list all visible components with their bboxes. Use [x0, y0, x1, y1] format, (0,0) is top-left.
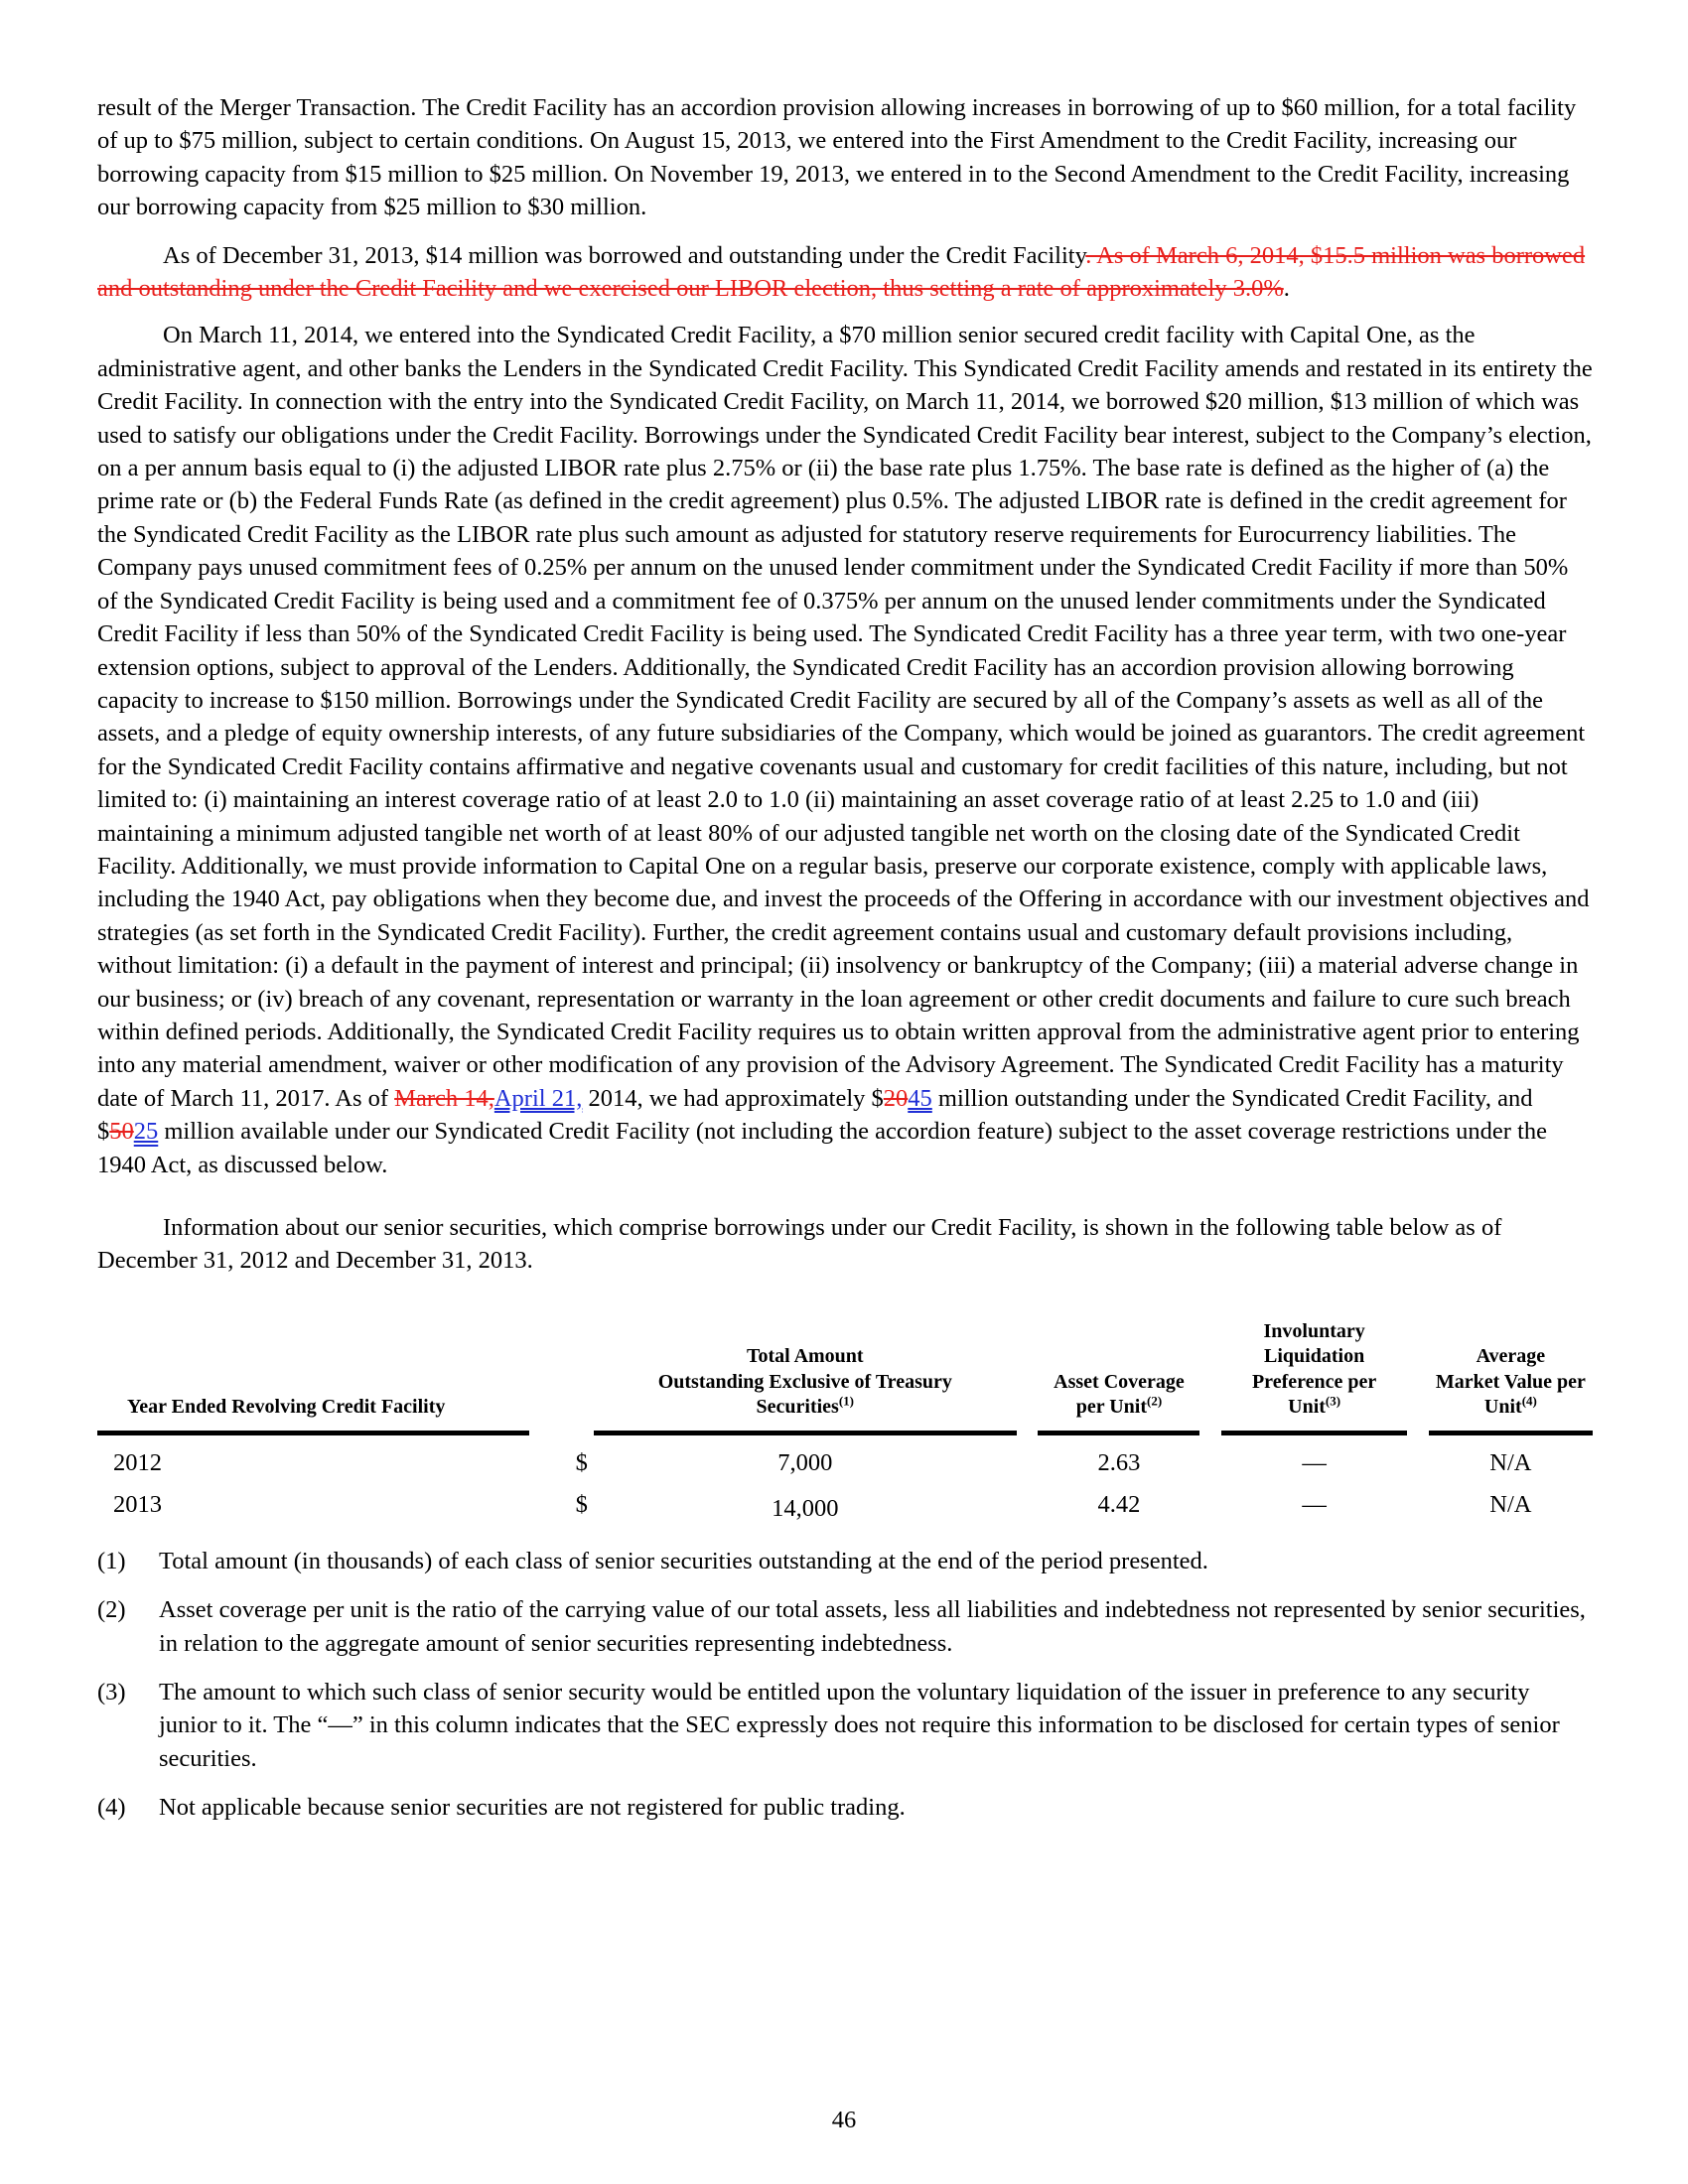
cell-market-value: N/A: [1489, 1448, 1532, 1476]
footnote-2: (2) Asset coverage per unit is the ratio of the carrying value of our total assets, less all liabilities and indebtedness not represented by senior securities, in relation to the aggregate amount of senior securities representing indebtedness.: [97, 1596, 1586, 1657]
header-year: Year Ended Revolving Credit Facility: [97, 1319, 529, 1435]
cell-coverage: 2.63: [1097, 1448, 1141, 1476]
header-liquidation-preference: Involuntary Liquidation Preference per Unit$^{(3)}$: [1221, 1319, 1407, 1435]
cell-year: 2012: [113, 1448, 162, 1476]
p3-t2: 2014, we had approximately $: [582, 1084, 884, 1112]
table-row: [97, 1435, 1593, 1477]
cell-preference: —: [1302, 1490, 1327, 1518]
cell-coverage: 4.42: [1097, 1490, 1141, 1518]
paragraph-merger-credit-facility: result of the Merger Transaction. The Credit Facility has an accordion provision allowing increases in borrowing of up to $60 million, for a total facility of up to $75 million, subject to certain conditions. On August 15, 2013, we entered into the First Amendment to the Credit Facility, increasing our borrowing capacity from $15 million to $25 million. On November 19, 2013, we entered in to the Second Amendment to the Credit Facility, increasing our borrowing capacity from $25 million to $30 million.: [97, 94, 1577, 221]
table-header-row: [97, 1319, 1593, 1435]
p3-inserted-amount1: 45: [908, 1084, 932, 1112]
header-asset-coverage: Asset Coverage per Unit$^{(2)}$: [1038, 1319, 1199, 1435]
cell-dollar: $: [575, 1490, 588, 1518]
p3-deleted-amount2: 50: [109, 1118, 134, 1146]
cell-dollar: $: [575, 1448, 588, 1476]
footnote-4: (4) Not applicable because senior securities are not registered for public trading.: [97, 1794, 906, 1822]
p2-end: .: [1283, 275, 1290, 303]
p3-inserted-date: April 21,: [493, 1084, 583, 1112]
footnote-1: (1) Total amount (in thousands) of each class of senior securities outstanding at the end of the period presented.: [97, 1547, 1208, 1574]
p3-main: On March 11, 2014, we entered into the Syndicated Credit Facility, a $70 million senior secured credit facility with Capital One, as the administrative agent, and other banks the Lenders in the Syndicated Credit Facility. This Syndicated Credit Facility amends and restated in its entirety the Credit Facility. In connection with the entry into the Syndicated Credit Facility, on March 11, 2014, we borrowed $20 million, $13 million of which was used to satisfy our obligations under the Credit Facility. Borrowings under the Syndicated Credit Facility bear interest, subject to the Company’s election, on a per annum basis equal to (i) the adjusted LIBOR rate plus 2.75% or (ii) the base rate plus 1.75%. The base rate is defined as the higher of (a) the prime rate or (b) the Federal Funds Rate (as defined in the credit agreement) plus 0.5%. The adjusted LIBOR rate is defined in the credit agreement for the Syndicated Credit Facility as the LIBOR rate plus such amount as adjusted for statutory reserve requirements for Eurocurrency liabilities. The Company pays unused commitment fees of 0.25% per annum on the unused lender commitment under the Syndicated Credit Facility if more than 50% of the Syndicated Credit Facility is being used and a commitment fee of 0.375% per annum on the unused lender commitments under the Syndicated Credit Facility if less than 50% of the Syndicated Credit Facility is being used. The Syndicated Credit Facility has a three year term, with two one-year extension options, subject to approval of the Lenders. Additionally, the Syndicated Credit Facility has an accordion provision allowing borrowing capacity to increase to $150 million. Borrowings under the Syndicated Credit Facility are secured by all of the Company’s assets as well as all of the assets, and a pledge of equity ownership interests, of any future subsidiaries of the Company, which would be joined as guarantors. The credit agreement for the Syndicated Credit Facility contains affirmative and negative covenants usual and customary for credit facilities of this nature, including, but not limited to: (i) maintaining an interest coverage ratio of at least 2.0 to 1.0 (ii) maintaining an asset coverage ratio of at least 2.25 to 1.0 and (iii) maintaining a minimum adjusted tangible net worth of at least 80% of our adjusted tangible net worth on the closing date of the Syndicated Credit Facility. Additionally, we must provide information to Capital One on a regular basis, preserve our corporate existence, comply with applicable laws, including the 1940 Act, pay obligations when they become due, and invest the proceeds of the Offering in accordance with our investment objectives and strategies (as set forth in the Syndicated Credit Facility). Further, the credit agreement contains usual and customary default provisions including, without limitation: (i) a default in the payment of interest and principal; (ii) insolvency or bankruptcy of the Company; (iii) a material adverse change in our business; or (iv) breach of any covenant, representation or warranty in the loan agreement or other credit documents and failure to cure such breach within defined periods. Additionally, the Syndicated Credit Facility requires us to obtain written approval from the administrative agent prior to entering into any material amendment, waiver or other modification of any provision of the Advisory Agreement. The Syndicated Credit Facility has a maturity date of March 11, 2017. As of: [97, 322, 1593, 1112]
document-page: [97, 91, 1593, 1825]
p3-deleted-amount1: 20: [883, 1084, 909, 1112]
header-market-value: Average Market Value per Unit$^{(4)}$: [1429, 1319, 1593, 1435]
paragraph-senior-securities-intro: Information about our senior securities, which comprise borrowings under our Credit Facility, is shown in the following table below as of December 31, 2012 and December 31, 2013.: [97, 1214, 1502, 1275]
paragraph-syndicated-credit-facility: [97, 319, 1593, 1181]
p2-deleted-text: . As of March 6, 2014, $15.5 million was borrowed and outstanding under the Credit Facility and we exercised our LIBOR election, thus setting a rate of approximately 3.0%: [97, 241, 1586, 303]
cell-amount: 14,000: [772, 1494, 839, 1522]
footnote-3: (3) The amount to which such class of senior security would be entitled upon the voluntary liquidation of the issuer in preference to any security junior to it. The “—” in this column indicates that the SEC expressly does not require this information to be disclosed for certain types of senior securities.: [97, 1679, 1560, 1772]
cell-market-value: N/A: [1489, 1490, 1532, 1518]
senior-securities-table: [97, 1319, 1593, 1523]
paragraph-december-borrowing: [97, 239, 1593, 306]
page-number: 46: [831, 2107, 857, 2133]
p2-text: As of December 31, 2013, $14 million was borrowed and outstanding under the Credit Facility: [163, 241, 1086, 269]
header-total-amount: Total Amount Outstanding Exclusive of Treasury Securities$^{(1)}$: [594, 1319, 1017, 1435]
p3-t4: million available under our Syndicated Credit Facility (not including the accordion feature) subject to the asset coverage restrictions under the 1940 Act, as discussed below.: [97, 1118, 1548, 1178]
p3-deleted-date: March 14,: [394, 1084, 494, 1112]
cell-amount: 7,000: [777, 1448, 833, 1476]
table-row: [97, 1477, 1593, 1523]
p3-inserted-amount2: 25: [133, 1118, 159, 1146]
cell-year: 2013: [113, 1490, 162, 1518]
cell-preference: —: [1302, 1448, 1327, 1476]
p3-t3: million outstanding under the Syndicated Credit Facility, and $: [97, 1084, 1533, 1146]
